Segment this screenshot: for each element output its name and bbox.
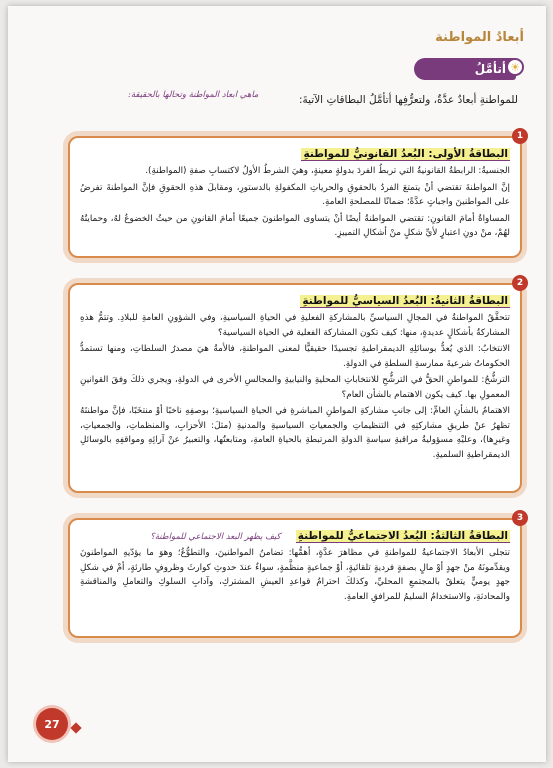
card-paragraph: الترشُّحُ: للمواطنِ الحقُّ في الترشُّحِ للانتخاباتِ المحليةِ والنيابيةِ والمجالسِ الأخرى في الدولةِ، ويجري ذلكَ وفقَ القوانينِ المعمولِ بها. كيف يكون الاهتمام بالشأن العام؟ bbox=[80, 375, 510, 400]
card-number: 3 bbox=[512, 510, 528, 526]
card-title: البطاقةُ الثالثةُ: البُعدُ الاجتماعيُّ للمواطنةِ bbox=[297, 530, 508, 542]
card-title: البطاقةُ الثانيةُ: البُعدُ السياسيُّ للمواطنةِ bbox=[302, 295, 508, 307]
think-label: أتأمَّلُ bbox=[474, 62, 506, 76]
handwritten-note: ماهي ابعاد المواطنة وتحالها بالحقيقة: bbox=[128, 90, 259, 100]
card-title: البطاقةُ الأولى: البُعدُ القانونيُّ للمواطنةِ bbox=[303, 148, 508, 160]
handwritten-note: كيف يظهر البعد الاجتماعي للمواطنة؟ bbox=[150, 532, 281, 542]
card-legal-dimension bbox=[68, 131, 524, 258]
intro-text: للمواطنةِ أبعادٌ عدَّةٌ، ولتعرُّفِها أتأمَّلُ البطاقاتِ الآتيةَ: bbox=[298, 94, 518, 106]
card-number: 1 bbox=[512, 128, 528, 144]
lightbulb-icon: ☀ bbox=[506, 58, 524, 76]
diamond-icon bbox=[70, 722, 81, 733]
think-banner bbox=[414, 58, 520, 80]
card-paragraph: الجنسيةُ: الرابطةُ القانونيةُ التي تربطُ الفردَ بدولةٍ معينةٍ، وهيَ الشرطُ الأولُ لاكتسابِ صفةِ (المواطنةِ). bbox=[145, 166, 510, 176]
card-social-dimension bbox=[68, 513, 524, 638]
page-number: 27 bbox=[36, 708, 68, 740]
card-paragraph: تتجلى الأبعادُ الاجتماعيةُ للمواطنةِ في مظاهرَ عدَّةٍ، أهمُّها: تضامنُ المواطنينَ، والتطوُّعُ؛ وهوَ ما يؤدّيهِ المواطنونَ ويقدِّمونَهُ منْ جهدٍ أوْ مالٍ بصفةٍ فرديةٍ تلقائيةٍ، أوْ جماعيةٍ منظَّمةٍ، سواءٌ عندَ حدوثِ كوارثَ وظروفٍ طارئةٍ، أمْ في شكلِ جهدٍ يوميٍّ يتعلقُ بالمجتمعِ المحليِّ، وكذلكَ احترامُ قواعدِ العيشِ المشتركِ، وآدابِ السلوكِ والتعاملِ والمناقشةِ والمحادثةِ، والاستخدامُ السليمُ للمرافقِ العامةِ. bbox=[80, 548, 510, 602]
card-number: 2 bbox=[512, 275, 528, 291]
section-title: أبعادُ المواطنة bbox=[435, 30, 524, 45]
card-paragraph: إنَّ المواطنةَ تقتضي أنْ يتمتعَ الفردُ بالحقوقِ والحرياتِ المكفولةِ بالدستورِ، ومقابلَ هذهِ الحقوقِ فإنَّ المواطنةَ تفرضُ على المواطنينَ واجباتٍ عدَّةً؛ ضمانًا للمصلحةِ العامةِ. bbox=[80, 182, 510, 207]
card-political-dimension bbox=[68, 278, 524, 493]
card-paragraph: تتحقَّقُ المواطنةُ في المجالِ السياسيِّ بالمشاركةِ الفعليةِ في الحياةِ السياسيةِ، وفي الشؤونِ العامةِ للبلادِ. وتتمُّ هذهِ المشاركةُ بأشكالٍ عديدةٍ، منها: كيف تكون المشاركة الفعلية في الحياة السياسية؟ bbox=[80, 313, 510, 338]
textbook-page bbox=[8, 6, 546, 762]
card-paragraph: المساواةُ أمامَ القانونِ: تقتضي المواطنةُ أيضًا أنْ يتساوى المواطنونَ جميعًا أمامَ القانونِ من حيثُ الخضوعُ لهُ، وحمايتُهُ لهُمْ، منْ دونِ اعتبارٍ لأيِّ شكلٍ منْ أشكالِ التمييزِ. bbox=[80, 213, 510, 238]
card-paragraph: الانتخابُ: الذي يُعدُّ بوسائلِهِ الديمقراطيةِ تجسيدًا حقيقيًّا لمعنى المواطنةِ، فالأمةُ هيَ مصدرُ السلطاتِ، ومنها تستمدُّ الحكوماتُ شرعيةَ ممارسةِ السلطةِ في الدولةِ. bbox=[80, 344, 510, 369]
card-paragraph: الاهتمامُ بالشأنِ العامِّ: إلى جانبِ مشاركةِ المواطنِ المباشرةِ في الحياةِ السياسيةِ؛ بوصفِهِ ناخبًا أوْ منتخَبًا، فإنَّ مواطنتَهُ تظهرُ عنْ طريقِ مشاركتِهِ في التنظيماتِ والجمعياتِ السياسيةِ والمدنيةِ (مثلَ: الأحزابِ، والمنظماتِ، والجمعياتِ، وغيرِها)، وعليْهِ مسؤوليةُ مراقبةِ سياسةِ الدولةِ المرتبطةِ بالحياةِ العامةِ، ومتابعتُها، والتعبيرُ عنْ آرائِهِ ومواقفِهِ بالوسائلِ الديمقراطيةِ السلميةِ. bbox=[80, 406, 510, 460]
